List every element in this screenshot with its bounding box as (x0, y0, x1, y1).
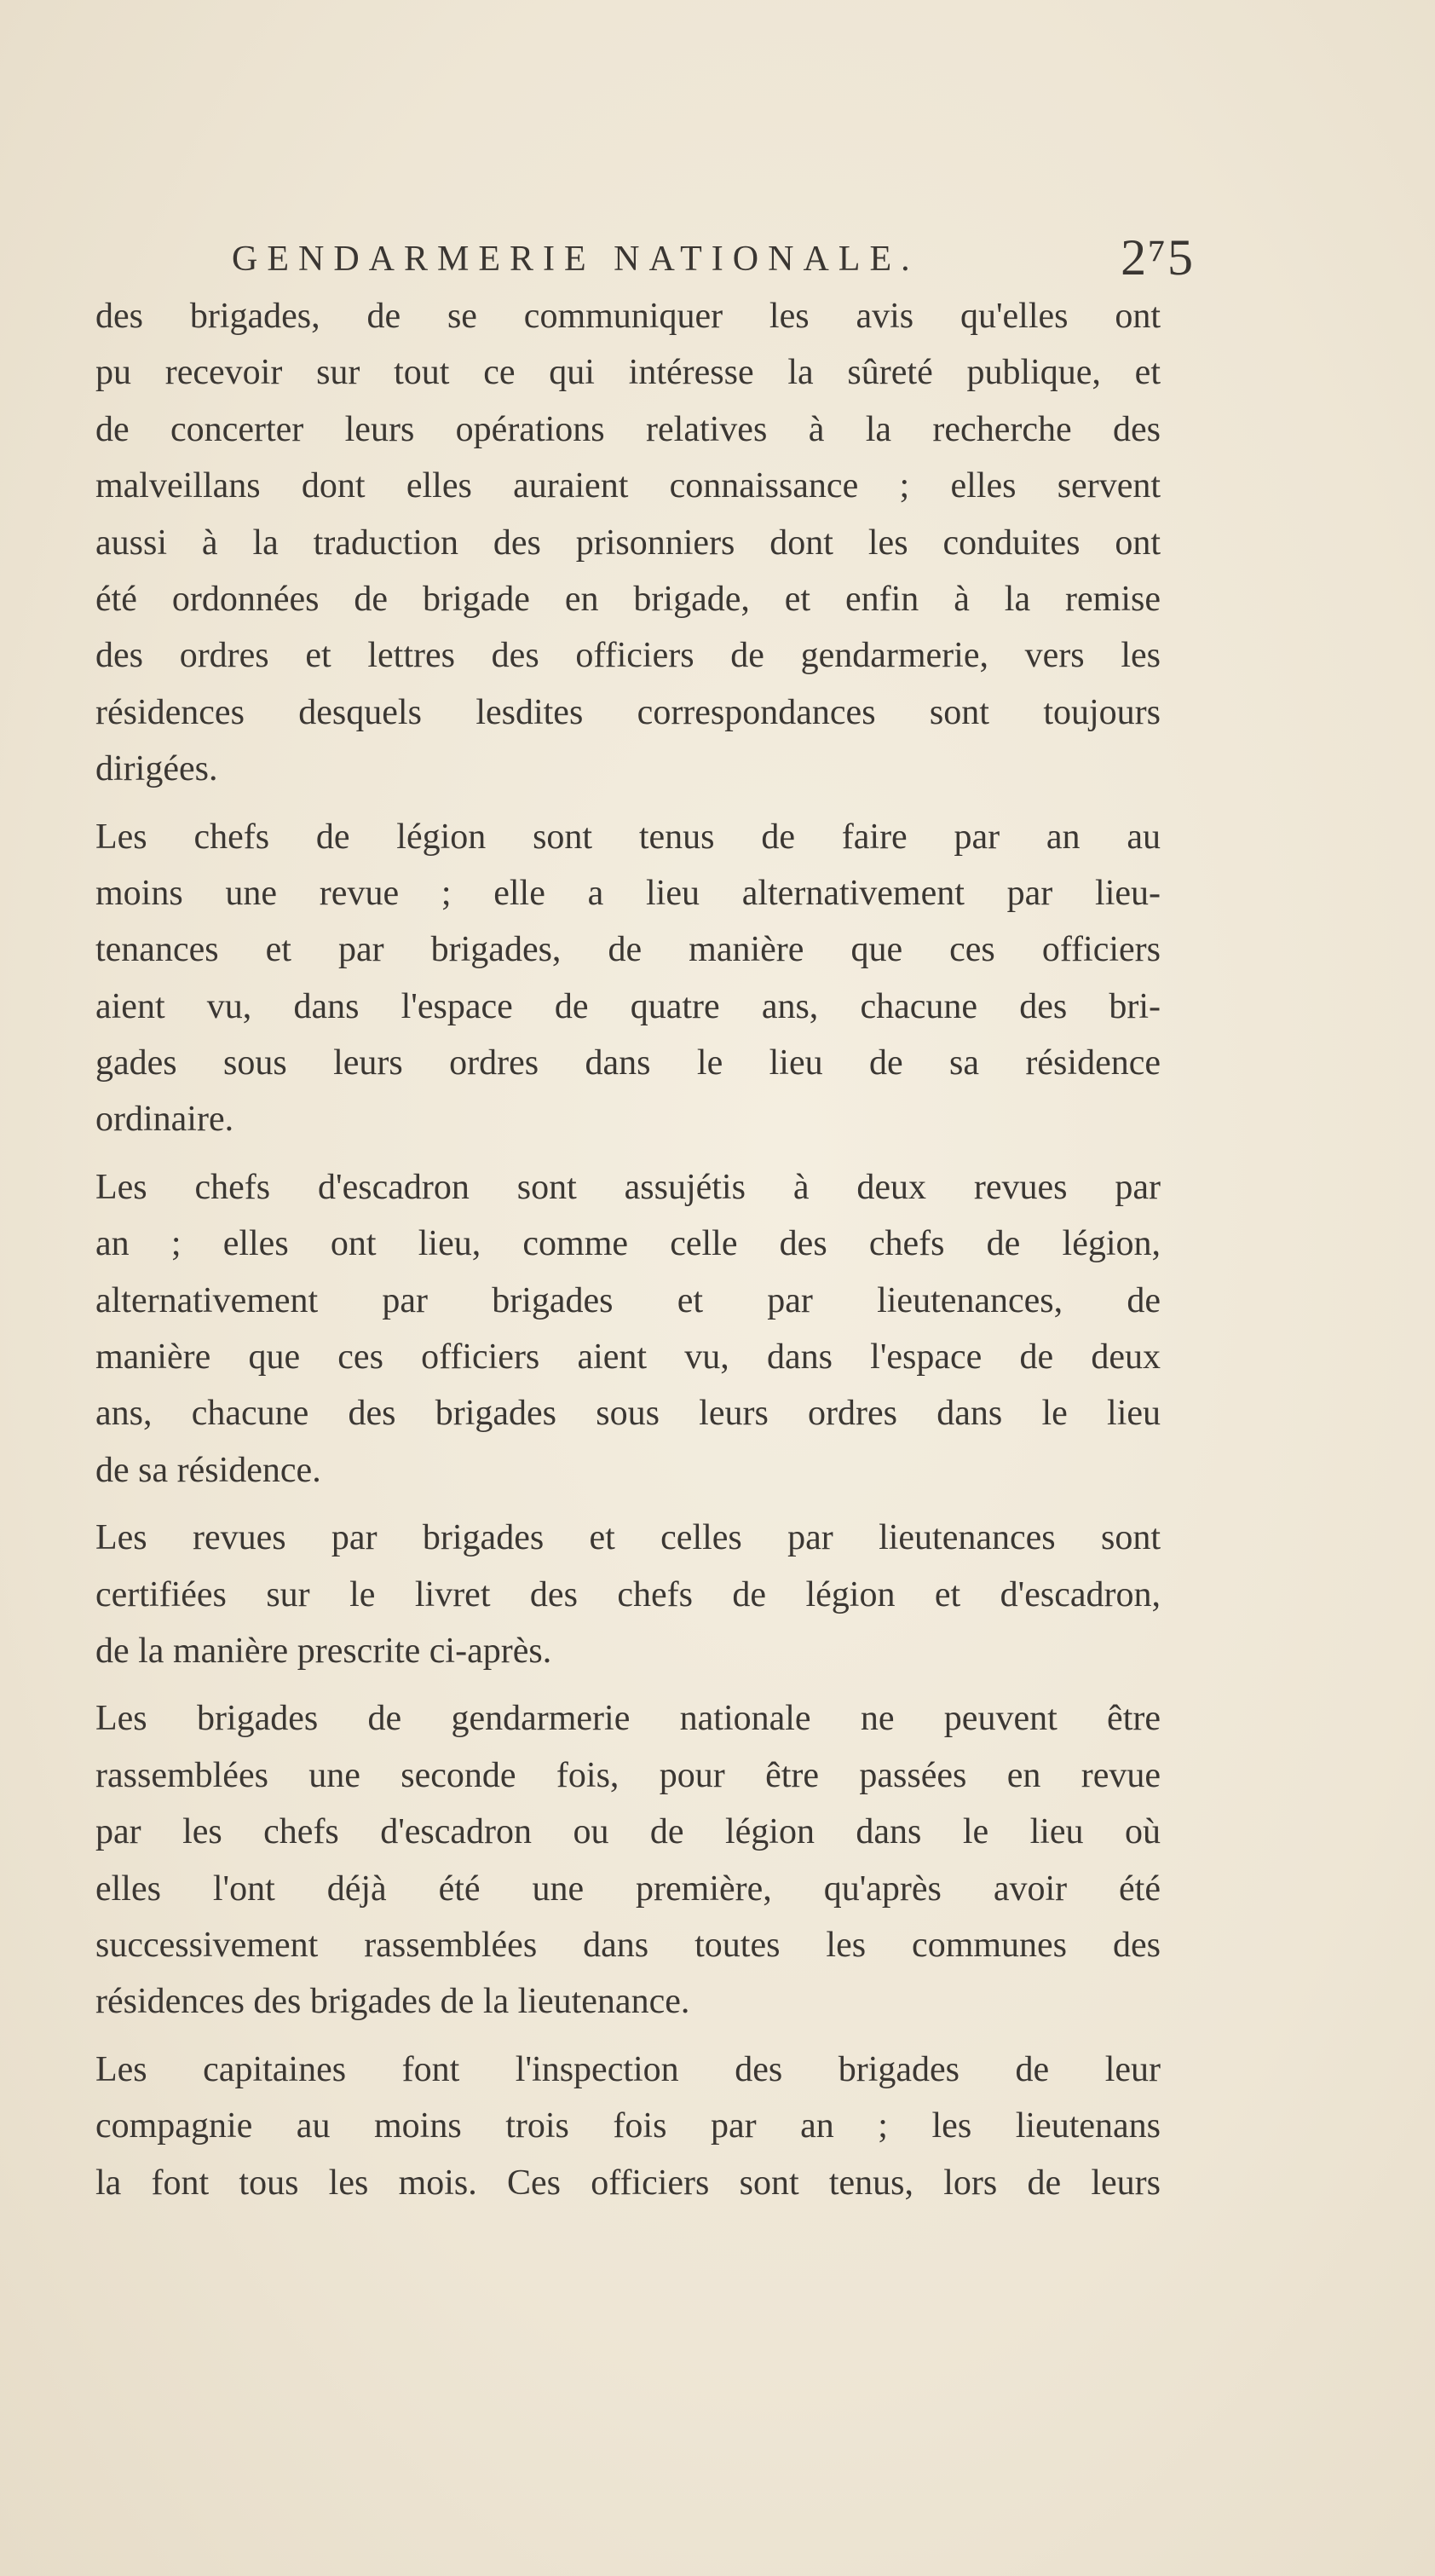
text-line: dirigées. (95, 749, 218, 789)
text-line: résidences desquels lesdites correspondances sont toujours (95, 692, 1161, 732)
text-line: manière que ces officiers aient vu, dans l'espace de deux (95, 1337, 1161, 1378)
text-line: malveillans dont elles auraient connaissance ; elles servent (95, 466, 1161, 506)
text-line: des ordres et lettres des officiers de gendarmerie, vers les (95, 636, 1161, 676)
text-line: aussi à la traduction des prisonniers dont les conduites ont (95, 523, 1161, 563)
text-line: aient vu, dans l'espace de quatre ans, chacune des bri- (95, 986, 1161, 1026)
page-number: 2⁷5 (1121, 229, 1195, 286)
text-line: successivement rassemblées dans toutes les communes des (95, 1925, 1161, 1965)
text-line: par les chefs d'escadron ou de légion dans le lieu où (95, 1812, 1161, 1852)
running-title: GENDARMERIE NATIONALE. (232, 240, 919, 279)
text-line: des brigades, de se communiquer les avis qu'elles ont (95, 297, 1161, 336)
text-line: été ordonnées de brigade en brigade, et enfin à la remise (95, 579, 1161, 619)
text-line: Les revues par brigades et celles par lieutenances sont (95, 1518, 1161, 1558)
text-line: tenances et par brigades, de manière que ces officiers (95, 930, 1161, 970)
text-line: moins une revue ; elle a lieu alternativement par lieu- (95, 873, 1161, 913)
paragraph (95, 1510, 1161, 1679)
text-line: rassemblées une seconde fois, pour être passées en revue (95, 1755, 1161, 1795)
body-text (95, 288, 1161, 2222)
text-line: Les chefs de légion sont tenus de faire par an au (95, 817, 1161, 857)
text-line: Les capitaines font l'inspection des brigades de leur (95, 2049, 1161, 2089)
text-line: elles l'ont déjà été une première, qu'après avoir été (95, 1868, 1161, 1909)
text-line: de concerter leurs opérations relatives à la recherche des (95, 409, 1161, 449)
text-line: Les chefs d'escadron sont assujétis à deux revues par (95, 1167, 1161, 1207)
text-line: gades sous leurs ordres dans le lieu de sa résidence (95, 1043, 1161, 1083)
paragraph (95, 2042, 1161, 2211)
paragraph (95, 1690, 1161, 2030)
text-line: pu recevoir sur tout ce qui intéresse la sûreté publique, et (95, 353, 1161, 393)
text-line: an ; elles ont lieu, comme celle des chefs de légion, (95, 1224, 1161, 1264)
paragraph (95, 1159, 1161, 1499)
paragraph (95, 288, 1161, 798)
text-line: ordinaire. (95, 1100, 234, 1140)
text-line: alternativement par brigades et par lieutenances, de (95, 1280, 1161, 1320)
text-line: Les brigades de gendarmerie nationale ne peuvent être (95, 1699, 1161, 1739)
paragraph (95, 809, 1161, 1148)
text-line: certifiées sur le livret des chefs de légion et d'escadron, (95, 1574, 1161, 1614)
text-line: de la manière prescrite ci-après. (95, 1631, 552, 1671)
page-header (232, 228, 1195, 297)
text-line: de sa résidence. (95, 1450, 321, 1490)
text-line: compagnie au moins trois fois par an ; les lieutenans (95, 2106, 1161, 2146)
text-line: résidences des brigades de la lieutenance. (95, 1982, 690, 2022)
text-line: la font tous les mois. Ces officiers sont tenus, lors de leurs (95, 2163, 1161, 2203)
text-line: ans, chacune des brigades sous leurs ordres dans le lieu (95, 1394, 1161, 1434)
